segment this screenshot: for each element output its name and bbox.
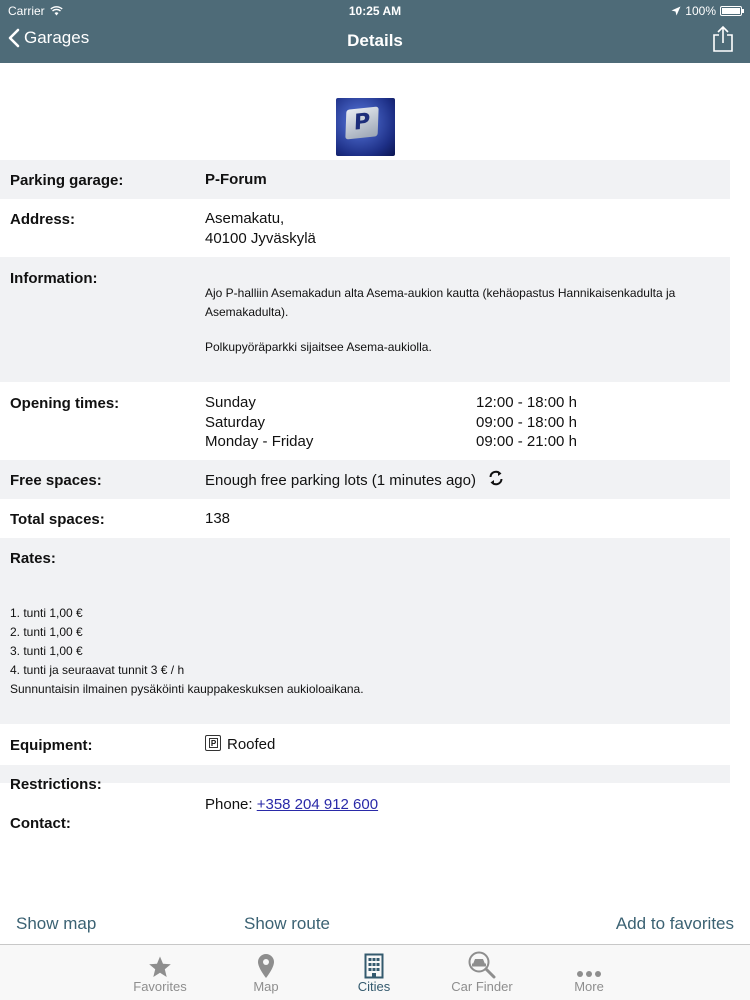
contact-label: Contact: — [10, 815, 71, 832]
address-value — [205, 209, 316, 249]
tab-label: Favorites — [133, 979, 187, 994]
information-label: Information: — [10, 270, 98, 287]
information-value — [205, 284, 715, 357]
row-free-spaces — [0, 460, 730, 499]
share-button[interactable] — [712, 25, 734, 58]
back-button-label: Garages — [24, 28, 90, 47]
row-rates — [0, 538, 730, 724]
page-title: Details — [347, 31, 403, 50]
roofed-parking-icon: P — [205, 735, 221, 751]
opening-time: 09:00 - 21:00 h — [476, 433, 577, 450]
tab-favorites[interactable] — [115, 951, 205, 994]
information-paragraph-1: Ajo P-halliin Asemakadun alta Asema-aukion kautta (kehäopastus Hannikaisenkadulta ja Asemakadulta). — [205, 286, 676, 319]
rates-label: Rates: — [10, 550, 56, 567]
tab-label: Map — [253, 979, 279, 994]
tab-cities[interactable] — [329, 951, 419, 994]
row-parking-garage — [0, 160, 730, 199]
opening-day: Monday - Friday — [205, 433, 314, 450]
row-information — [0, 257, 730, 382]
address-line-1: Asemakatu, — [205, 210, 285, 227]
car-finder-icon — [467, 951, 497, 979]
share-icon — [712, 25, 734, 53]
location-arrow-icon — [671, 6, 681, 16]
phone-link[interactable]: +358 204 912 600 — [256, 796, 379, 813]
status-time: 10:25 AM — [348, 4, 402, 18]
total-label: Total spaces: — [10, 511, 105, 528]
opening-hours — [205, 393, 685, 453]
rate-line: 3. tunti 1,00 € — [10, 644, 83, 658]
address-label: Address: — [10, 211, 76, 228]
row-restrictions-shade — [0, 765, 730, 783]
garage-label: Parking garage: — [10, 172, 124, 189]
row-address — [0, 199, 730, 257]
equipment-label: Equipment: — [10, 737, 93, 754]
address-line-2: 40100 Jyväskylä — [205, 230, 316, 247]
carrier-text: Carrier — [8, 4, 45, 18]
free-label: Free spaces: — [10, 472, 102, 489]
show-route-button[interactable]: Show route — [244, 914, 330, 933]
row-equipment — [0, 724, 730, 765]
rate-line: 1. tunti 1,00 € — [10, 606, 83, 620]
opening-day: Saturday — [205, 413, 266, 431]
phone-prefix: Phone: — [205, 796, 253, 813]
building-icon — [364, 953, 384, 979]
equipment-value-container — [205, 735, 275, 755]
add-to-favorites-button[interactable]: Add to favorites — [615, 914, 734, 933]
opening-time: 09:00 - 18:00 h — [476, 413, 577, 431]
battery-percent: 100% — [685, 4, 716, 18]
show-map-button[interactable]: Show map — [16, 914, 97, 933]
status-bar — [0, 0, 750, 20]
action-bar — [0, 910, 750, 940]
free-value: Enough free parking lots (1 minutes ago) — [205, 471, 476, 489]
star-icon — [148, 955, 172, 979]
total-value: 138 — [205, 510, 231, 527]
parking-p-icon: P — [345, 106, 378, 139]
information-paragraph-2: Polkupyöräparkki sijaitsee Asema-aukiolla. — [205, 340, 432, 354]
tab-more[interactable] — [544, 951, 634, 994]
parking-logo — [336, 98, 395, 156]
tab-label: Car Finder — [451, 979, 513, 994]
tab-map[interactable] — [221, 951, 311, 994]
row-opening-times — [0, 382, 730, 460]
equipment-value: Roofed — [227, 736, 276, 753]
battery-icon — [720, 6, 742, 16]
contact-phone — [205, 795, 378, 815]
refresh-button[interactable] — [488, 470, 504, 492]
tab-label: Cities — [357, 979, 391, 994]
restrictions-label: Restrictions: — [10, 776, 102, 793]
navigation-bar — [0, 0, 750, 63]
tab-label: More — [574, 979, 604, 994]
garage-value: P-Forum — [205, 171, 267, 188]
rate-line: Sunnuntaisin ilmainen pysäköinti kauppakeskuksen aukioloaikana. — [10, 682, 364, 696]
opening-day: Sunday — [205, 394, 256, 411]
tab-bar — [0, 944, 750, 1000]
free-value-container — [205, 470, 504, 492]
rates-list — [10, 604, 710, 699]
opening-time: 12:00 - 18:00 h — [476, 394, 577, 411]
rate-line: 2. tunti 1,00 € — [10, 625, 83, 639]
tab-car-finder[interactable] — [437, 951, 527, 994]
rate-line: 4. tunti ja seuraavat tunnit 3 € / h — [10, 663, 185, 677]
status-right — [671, 4, 742, 18]
row-total-spaces — [0, 499, 730, 538]
opening-label: Opening times: — [10, 395, 120, 412]
nav-row — [0, 20, 750, 63]
more-icon — [576, 969, 602, 979]
refresh-icon — [488, 470, 504, 486]
map-pin-icon — [257, 953, 275, 979]
